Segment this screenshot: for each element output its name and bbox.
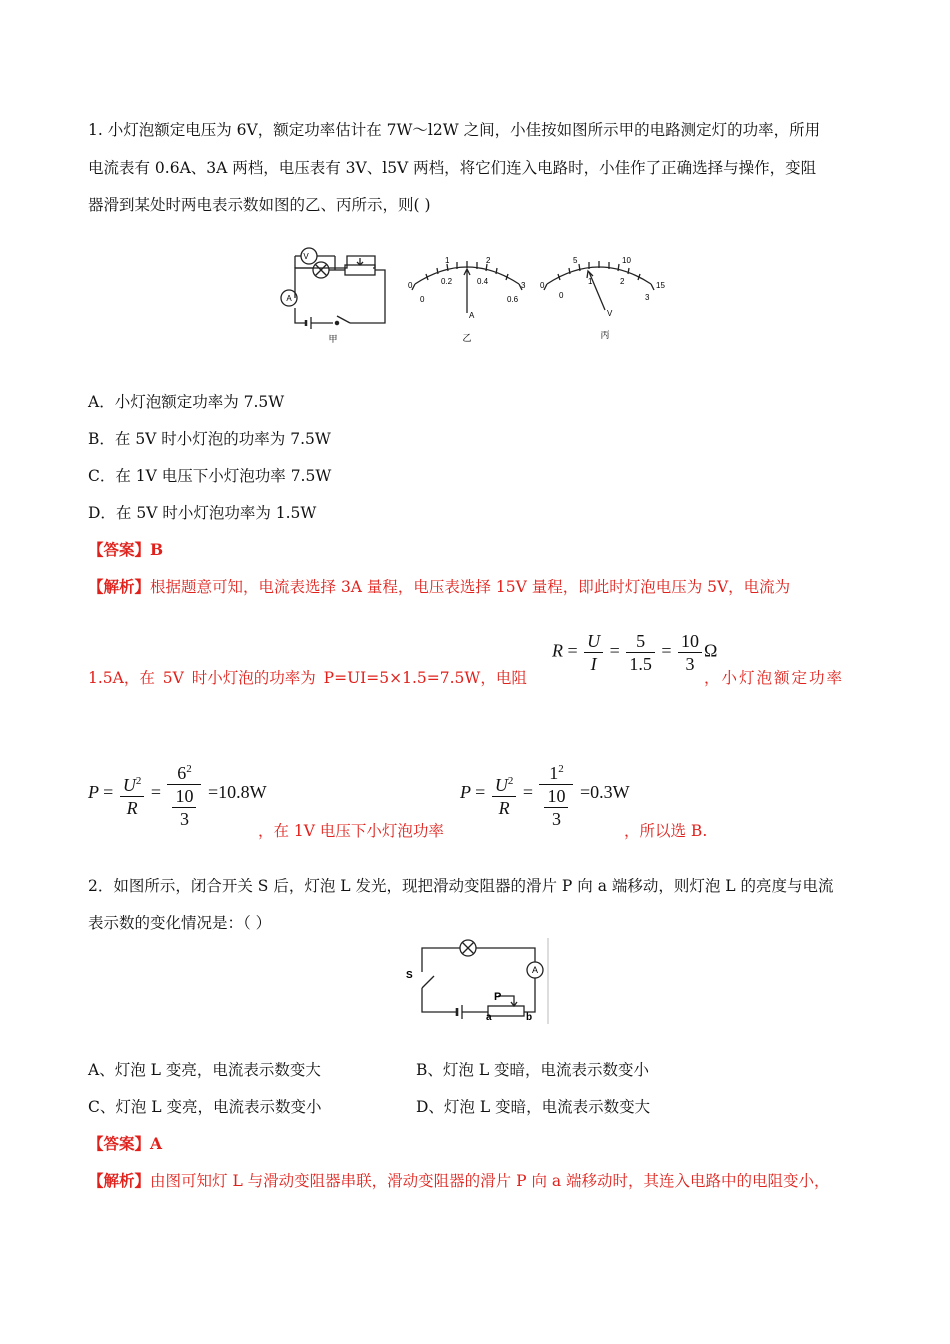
- circuit-jia: [281, 248, 385, 329]
- svg-text:a: a: [486, 1012, 492, 1023]
- q2-option-c: C、灯泡 L 变亮，电流表示数变小: [88, 1098, 322, 1116]
- analysis-label: 【解析】: [88, 1171, 151, 1190]
- svg-text:5: 5: [573, 256, 578, 265]
- q1-analysis-line1: 【解析】根据题意可知，电流表选择 3A 量程，电压表选择 15V 量程，即此时灯泡电压为 5V，电流为: [88, 577, 791, 596]
- svg-text:10: 10: [622, 256, 631, 265]
- svg-text:b: b: [526, 1012, 533, 1023]
- q1-option-c: C．在 1V 电压下小灯泡功率 7.5W: [88, 467, 332, 485]
- q2-analysis-line1: 【解析】由图可知灯 L 与滑动变阻器串联，滑动变阻器的滑片 P 向 a 端移动时，其连入电路中的电阻变小，: [88, 1171, 830, 1190]
- formula-rated-power: P = $\frac{U^2}{R}$ = $\frac{6^2}{\frac{10}{3}}$ =10.8W: [88, 758, 267, 830]
- voltmeter-letter: V: [303, 252, 309, 261]
- rheostat-symbol: [345, 265, 375, 275]
- q2-stem-line1: 2．如图所示，闭合开关 S 后，灯泡 L 发光，现把滑动变阻器的滑片 P 向 a 端移动，则灯泡 L 的亮度与电流: [88, 877, 834, 895]
- svg-text:0: 0: [540, 281, 545, 290]
- svg-text:A: A: [469, 311, 475, 320]
- answer-value: B: [150, 540, 164, 559]
- formula-resistance: R = $\frac{U}{I}$ = $\frac{5}{1.5}$ = $\frac{10}{3}$ Ω: [552, 631, 718, 674]
- analysis-label: 【解析】: [88, 577, 151, 596]
- q1-option-b: B．在 5V 时小灯泡的功率为 7.5W: [88, 430, 331, 448]
- svg-text:0: 0: [420, 295, 425, 304]
- answer-value: A: [150, 1134, 163, 1153]
- svg-text:1: 1: [588, 277, 593, 286]
- label-yi: 乙: [462, 333, 472, 343]
- svg-text:P: P: [494, 991, 502, 1003]
- label-jia: 甲: [328, 334, 338, 344]
- svg-text:0: 0: [408, 281, 413, 290]
- svg-text:V: V: [607, 309, 613, 318]
- q2-option-d: D、灯泡 L 变暗，电流表示数变大: [416, 1098, 651, 1116]
- q1-stem-line2: 电流表有 0.6A、3A 两档，电压表有 3V、l5V 两档，将它们连入电路时，小佳作了正确选择与操作，变阻: [88, 159, 817, 177]
- q1-analysis-line3-b: ，所以选 B.: [624, 822, 708, 840]
- q1-option-a: A．小灯泡额定功率为 7.5W: [88, 393, 285, 411]
- label-bing: 丙: [600, 330, 610, 340]
- svg-text:15: 15: [656, 281, 665, 290]
- svg-text:A: A: [531, 965, 539, 975]
- svg-text:3: 3: [521, 281, 526, 290]
- answer-label: 【答案】: [88, 540, 151, 559]
- q1-answer: [88, 538, 163, 560]
- svg-text:0.4: 0.4: [477, 277, 489, 286]
- rheostat-symbol: [488, 1006, 524, 1016]
- q1-stem-line3: 器滑到某处时两电表示数如图的乙、丙所示，则( ): [88, 196, 431, 214]
- q2-option-b: B、灯泡 L 变暗，电流表示数变小: [416, 1061, 650, 1079]
- svg-text:3: 3: [645, 293, 650, 302]
- answer-label: 【答案】: [88, 1134, 151, 1153]
- voltmeter-dial: [544, 261, 654, 310]
- q1-option-d: D．在 5V 时小灯泡功率为 1.5W: [88, 504, 317, 522]
- svg-text:2: 2: [620, 277, 625, 286]
- q1-figure: [275, 238, 685, 348]
- q2-answer: [88, 1132, 162, 1154]
- svg-text:0: 0: [559, 291, 564, 300]
- ammeter-dial: [412, 261, 522, 313]
- svg-text:0.6: 0.6: [507, 295, 519, 304]
- q1-analysis-line2-b: ，小灯泡额定功率: [704, 669, 845, 687]
- ammeter-letter: A: [286, 294, 292, 303]
- q1-analysis-line3-a: ，在 1V 电压下小灯泡功率: [258, 822, 444, 840]
- q2-option-a: A、灯泡 L 变亮，电流表示数变大: [88, 1061, 321, 1079]
- wire-left-top: [422, 948, 460, 972]
- svg-text:1: 1: [445, 256, 450, 265]
- svg-text:2: 2: [486, 256, 491, 265]
- formula-1v-power: P = $\frac{U^2}{R}$ = $\frac{1^2}{\frac{10}{3}}$ =0.3W: [460, 758, 630, 830]
- switch-symbol: [422, 976, 434, 988]
- q2-stem-line2: 表示数的变化情况是：（ ）: [88, 914, 272, 932]
- svg-text:0.2: 0.2: [441, 277, 453, 286]
- q1-stem-line1: 1. 小灯泡额定电压为 6V，额定功率估计在 7W～l2W 之间，小佳按如图所示甲的电路测定灯的功率，所用: [88, 121, 821, 139]
- q2-figure: [398, 938, 550, 1024]
- svg-text:S: S: [406, 970, 413, 981]
- q1-analysis-line2-a: 1.5A，在 5V 时小灯泡的功率为 P=UI=5×1.5=7.5W，电阻: [88, 669, 527, 687]
